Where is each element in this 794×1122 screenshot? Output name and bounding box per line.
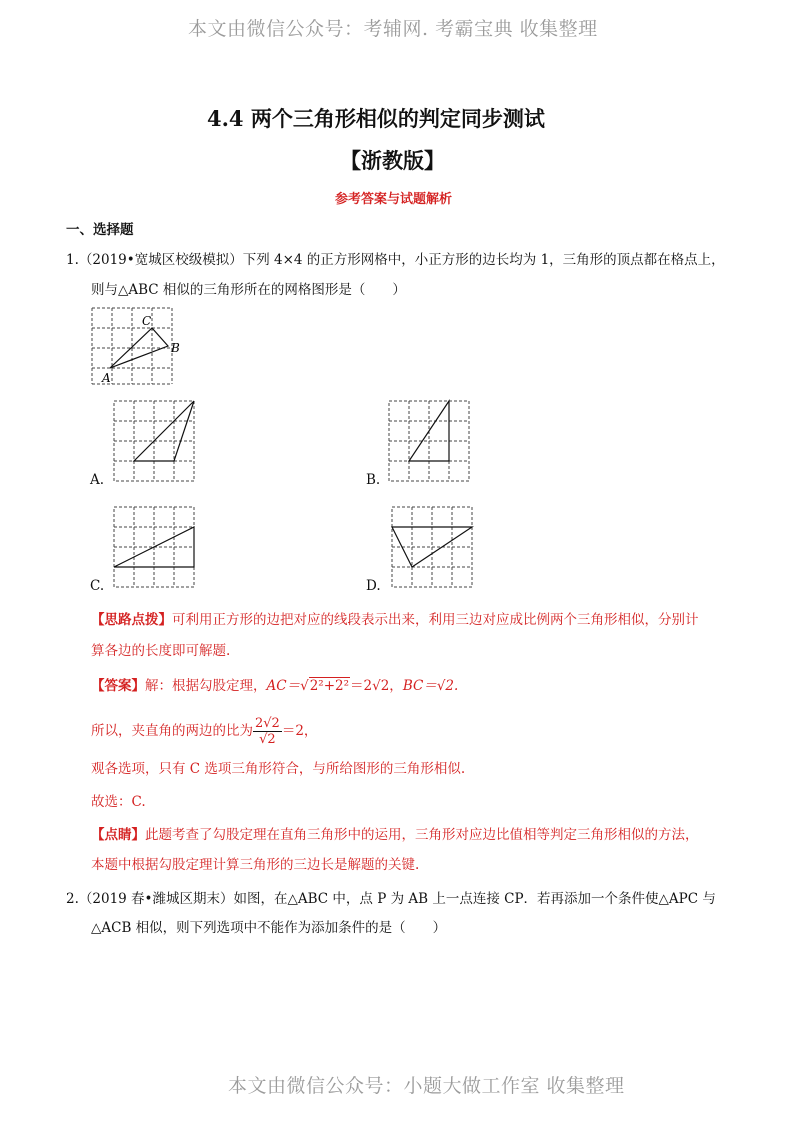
comment-line2: 本题中根据勾股定理计算三角形的三边长是解题的关键. bbox=[91, 857, 420, 873]
option-b-label[interactable]: B. bbox=[366, 472, 381, 488]
q2-text-line2: △ACB 相似，则下列选项中不能作为添加条件的是（ ） bbox=[91, 920, 447, 936]
comment-tag: 【点睛】 bbox=[91, 827, 145, 843]
comment-line1 bbox=[91, 825, 699, 845]
label-b: B bbox=[171, 341, 180, 355]
label-a: A bbox=[102, 371, 111, 385]
watermark-top: 本文由微信公众号：考辅网. 考霸宝典 收集整理 bbox=[188, 18, 598, 40]
watermark-bottom: 本文由微信公众号：小题大做工作室 收集整理 bbox=[228, 1075, 625, 1097]
answer-line: 【答案】解：根据勾股定理，AC＝√2²+2²＝2√2，BC＝√2. bbox=[91, 678, 459, 694]
label-c: C bbox=[142, 314, 152, 328]
option-c-label[interactable]: C. bbox=[90, 578, 105, 594]
option-a-label[interactable]: A. bbox=[90, 472, 105, 488]
q1-reference-figure bbox=[90, 306, 200, 388]
q1-text-line2: 则与△ABC 相似的三角形所在的网格图形是（ ） bbox=[91, 282, 406, 298]
q1-stem: （2019•宽城区校级模拟）下列 4×4 的正方形网格中，小正方形的边长均为 1，三角形的顶点都在格点上， bbox=[78, 252, 725, 268]
ac-label: AC＝ bbox=[266, 678, 301, 694]
page-title: 4.4 两个三角形相似的判定同步测试 bbox=[207, 106, 545, 131]
comment-text: 此题考查了勾股定理在直角三角形中的运用，三角形对应边比值相等判定三角形相似的方法， bbox=[145, 827, 699, 843]
choose-line: 故选：C. bbox=[91, 794, 146, 810]
option-d-label[interactable]: D. bbox=[366, 578, 381, 594]
hint-line1 bbox=[91, 610, 699, 630]
hint-line2: 算各边的长度即可解题. bbox=[91, 643, 231, 659]
q1-number: 1. bbox=[66, 252, 79, 268]
ratio-numerator: 2√2 bbox=[255, 716, 280, 731]
ratio-denominator: √2 bbox=[259, 732, 276, 747]
q2-text-line1 bbox=[66, 889, 716, 909]
hint-tag: 【思路点拨】 bbox=[91, 612, 172, 628]
q2-stem: （2019 春•潍城区期末）如图，在△ABC 中，点 P 为 AB 上一点连接 CP．若再添加一个条件使△APC 与 bbox=[78, 891, 716, 907]
answer-pre: 解：根据勾股定理， bbox=[145, 678, 267, 694]
page-subtitle: 【浙教版】 bbox=[340, 148, 445, 173]
q1-text-line1 bbox=[66, 250, 725, 270]
bc-value: BC＝√2. bbox=[402, 678, 459, 694]
ratio-pre: 所以，夹直角的两边的比为 bbox=[91, 723, 253, 739]
ratio-post: ＝2， bbox=[281, 723, 318, 739]
observe-line: 观各选项，只有 C 选项三角形符合，与所给图形的三角形相似. bbox=[91, 761, 466, 777]
ac-result: ＝2√2， bbox=[350, 678, 403, 694]
option-d-figure[interactable] bbox=[391, 506, 473, 588]
hint-text: 可利用正方形的边把对应的线段表示出来，利用三边对应成比例两个三角形相似，分别计 bbox=[172, 612, 699, 628]
section-heading: 一、选择题 bbox=[66, 222, 134, 238]
answer-tag: 【答案】 bbox=[91, 678, 145, 694]
ac-radicand: 2²+2² bbox=[309, 678, 350, 694]
q2-number: 2. bbox=[66, 891, 79, 907]
ratio-line bbox=[91, 716, 317, 747]
option-b-figure[interactable] bbox=[388, 400, 470, 482]
option-c-figure[interactable] bbox=[113, 506, 195, 588]
option-a-figure[interactable] bbox=[113, 400, 195, 482]
answer-header: 参考答案与试题解析 bbox=[335, 192, 453, 207]
ratio-fraction bbox=[253, 716, 282, 747]
